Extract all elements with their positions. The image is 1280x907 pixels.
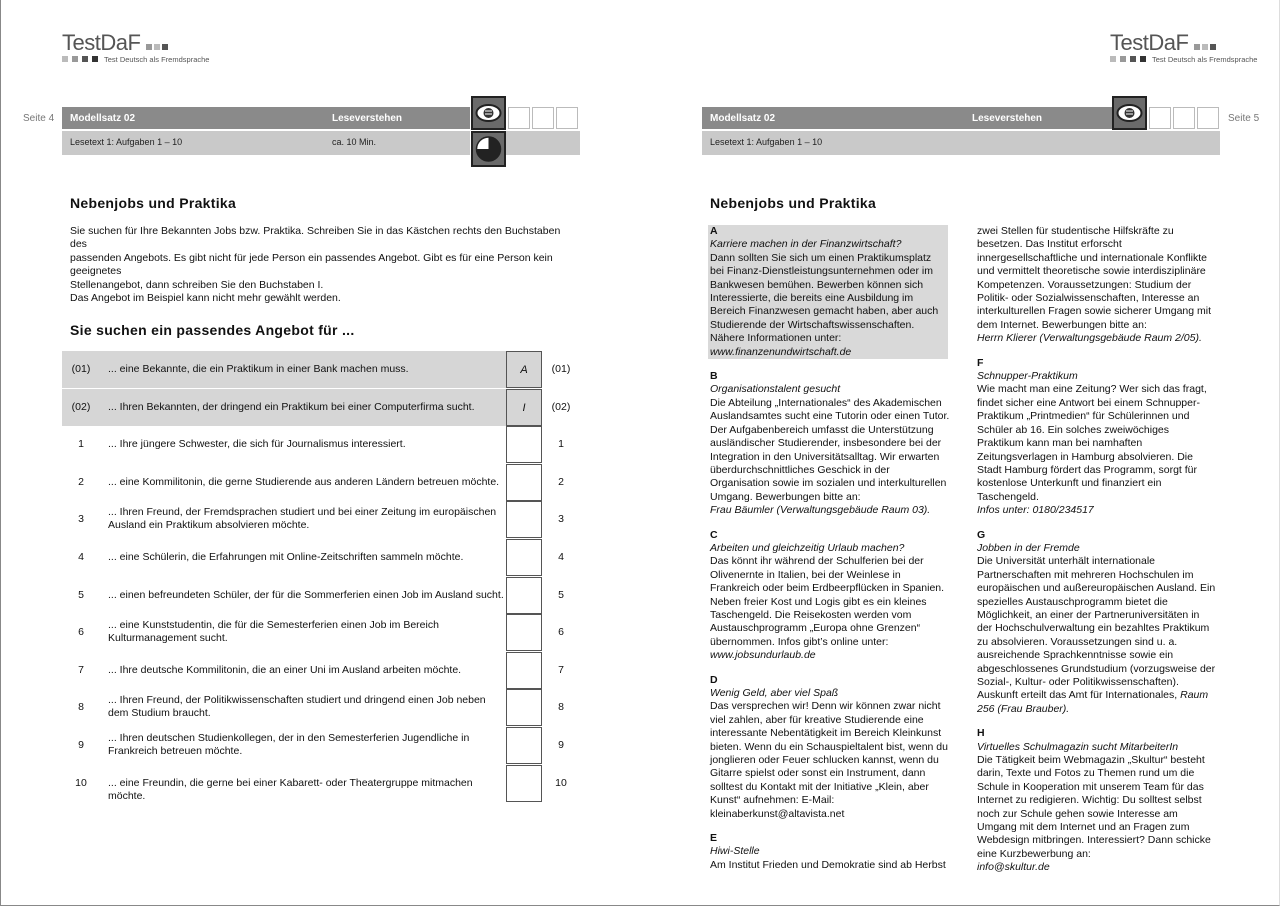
task-number: 1 — [78, 438, 84, 451]
page-number: Seite 5 — [1228, 113, 1260, 124]
ad-letter: C — [710, 528, 718, 541]
answer-box[interactable] — [506, 614, 542, 651]
subheader-bar-ext — [506, 131, 580, 155]
task-text: ... eine Bekannte, die ein Praktikum in einer Bank machen muss. — [108, 363, 409, 375]
ad-A — [708, 225, 948, 359]
task-number: 4 — [78, 551, 84, 563]
task-number: 6 — [78, 626, 84, 639]
task-row — [62, 765, 567, 802]
ad-headline: Schnupper-Praktikum — [977, 370, 1078, 383]
ad-headline: Arbeiten und gleichzeitig Urlaub machen? — [710, 541, 905, 554]
task-number: (02) — [71, 400, 91, 413]
task-number: 9 — [78, 739, 84, 751]
task-number: 7 — [78, 663, 84, 676]
instructions-line: passenden Angebots. Es gibt nicht für jede Person ein passendes Angebot. Gibt es für eine Person kein geeignetes — [70, 251, 553, 278]
page-number: Seite 4 — [23, 113, 55, 124]
logo-name: TestDaF — [62, 30, 141, 55]
speaking-icon — [1197, 107, 1219, 129]
task-text: ... Ihren deutschen Studienkollegen, der in den Semesterferien Jugendliche in Frankreich betreuen möchte. — [108, 732, 470, 757]
task-row — [62, 614, 564, 651]
instructions-line: Stellenangebot, dann schreiben Sie den Buchstaben I. — [70, 278, 324, 291]
ad-contact: info@skultur.de — [977, 861, 1050, 874]
ad-contact: www.jobsundurlaub.de — [710, 649, 816, 662]
task-number-right: 1 — [558, 438, 564, 451]
task-number-right: 7 — [558, 663, 564, 676]
task-number-right: 8 — [558, 701, 564, 714]
listening-icon — [508, 107, 530, 129]
clock-icon — [471, 131, 506, 167]
task-number: 5 — [78, 588, 84, 601]
answer-box: A — [506, 351, 542, 388]
ad-headline: Hiwi-Stelle — [710, 845, 760, 858]
logo-name: TestDaF — [1110, 30, 1189, 55]
answer-box[interactable] — [506, 652, 542, 689]
subheader-bar — [62, 131, 470, 155]
task-number-right: 4 — [558, 551, 564, 563]
task-row — [62, 652, 564, 689]
ad-headline: Virtuelles Schulmagazin sucht MitarbeiterIn — [977, 740, 1179, 753]
logo-left — [62, 30, 222, 70]
task-number-right: 5 — [558, 588, 564, 601]
ads-column-2 — [977, 225, 1217, 886]
task-number-right: (02) — [551, 400, 571, 413]
modellsatz-label: Modellsatz 02 — [70, 113, 136, 124]
ad-contact: Raum 256 (Frau Brauber). — [977, 689, 1209, 715]
task-row — [62, 727, 564, 764]
task-text: ... Ihren Freund, der Politikwissenschaften studiert und dringend einen Job neben dem Studium braucht. — [108, 694, 486, 720]
subheader-bar — [702, 131, 1220, 155]
section-label: Leseverstehen — [972, 113, 1043, 124]
logo-right — [1110, 30, 1270, 70]
ad-letter: E — [710, 832, 718, 845]
ad-body: Die Tätigkeit beim Webmagazin „Skultur“ besteht darin, Texte und Fotos zu Themen rund um die Schule in Kooperation mit unserem Team für das Internet zu redigieren. Wichtig: Du solltest selbst noch zur Schule gehen sowie Interesse am Umgang mit dem Internet und an Fragen zum Webdesign mitbringen. Interessiert? Dann schicke eine Kurzbewerbung an: — [977, 754, 1211, 860]
ad-contact: Infos unter: 0180/234517 — [977, 504, 1094, 517]
task-row — [62, 539, 564, 576]
task-number: 10 — [75, 776, 87, 789]
task-number-right: (01) — [551, 363, 571, 375]
section-label: Leseverstehen — [332, 113, 403, 124]
ad-headline: Jobben in der Fremde — [977, 541, 1080, 554]
ads-column-1 — [710, 225, 950, 883]
speaking-icon — [556, 107, 578, 129]
ad-body: Das versprechen wir! Denn wir können zwar nicht viel zahlen, aber für kreative Studierende eine interessante Nebentätigkeit im Bereich Kleinkunst bieten. Wenn du ein Schauspieltalent bist, wenn du jonglieren oder Feuer schlucken kannst, wenn du Gitarre spielst oder sonst ein Instrument, dann solltest du Kontakt mit der Initiative „Klein, aber Kunst“ aufnehmen: E-Mail: kleinaberkunst@altavista.net — [710, 700, 948, 820]
page-title: Nebenjobs und Praktika — [710, 195, 877, 211]
section-subtitle: Sie suchen ein passendes Angebot für ... — [70, 322, 355, 338]
task-row — [62, 464, 564, 501]
ad-letter: D — [710, 673, 718, 686]
task-text: ... eine Kommilitonin, die gerne Studierende aus anderen Ländern betreuen möchte. — [108, 475, 500, 488]
ad-G — [977, 529, 1217, 717]
ad-headline: Organisationstalent gesucht — [710, 383, 841, 396]
ad-body: Am Institut Frieden und Demokratie sind ab Herbst — [710, 858, 946, 871]
ad-letter: G — [977, 528, 986, 541]
task-number-right: 2 — [558, 475, 564, 488]
logo-subtitle: Test Deutsch als Fremdsprache — [104, 55, 210, 64]
task-label: Lesetext 1: Aufgaben 1 – 10 — [710, 137, 823, 147]
modellsatz-label: Modellsatz 02 — [710, 113, 776, 124]
task-text: ... eine Schülerin, die Erfahrungen mit Online-Zeitschriften sammeln möchte. — [108, 551, 464, 563]
ad-contact: www.finanzenundwirtschaft.de — [710, 345, 852, 358]
task-number: 3 — [78, 513, 84, 526]
answer-box[interactable] — [506, 426, 542, 463]
answer-box[interactable] — [506, 464, 542, 501]
task-text: ... einen befreundeten Schüler, der für die Sommerferien einen Job im Ausland sucht. — [108, 588, 504, 601]
ad-body: Die Universität unterhält internationale Partnerschaften mit mehreren Hochschulen im europäischen und außereuropäischen Ausland. Ein spezielles Austauschprogramm bietet die Möglichkeit, an einer der Partneruniversitäten in der Hochschulverwaltung ein bezahltes Praktikum zu absolvieren. Voraussetzungen sind u. a. ausreichende Sprachkenntnisse sowie ein abgeschlossenes Grundstudium (vorzugsweise der Sozial-, Kultur- oder Politikwissenschaften). Auskunft erteilt das Amt für Internationales, — [977, 555, 1216, 702]
writing-icon — [532, 107, 554, 129]
writing-icon — [1173, 107, 1195, 129]
page-title: Nebenjobs und Praktika — [70, 195, 237, 211]
task-number-right: 9 — [558, 739, 564, 751]
task-row — [62, 389, 571, 426]
header-bar — [702, 107, 1112, 129]
task-row — [62, 351, 571, 388]
ad-D — [710, 674, 950, 821]
task-label: Lesetext 1: Aufgaben 1 – 10 — [70, 137, 183, 147]
task-row — [62, 689, 564, 726]
ad-letter: F — [977, 356, 984, 369]
task-number-right: 10 — [555, 776, 567, 789]
time-label: ca. 10 Min. — [332, 137, 377, 147]
ad-headline: Karriere machen in der Finanzwirtschaft? — [710, 238, 902, 251]
task-text: ... Ihren Freund, der Fremdsprachen studiert und bei einer Zeitung im europäischen Ausland ein Praktikum absolvieren möchte. — [108, 506, 497, 532]
reading-eye-icon — [471, 96, 506, 130]
answer-box[interactable] — [506, 501, 542, 538]
ad-body: zwei Stellen für studentische Hilfskräfte zu besetzen. Das Institut erforscht innergesellschaftliche und internationale Konflikte und vermittelt theoretische sowie interdisziplinäre Kompetenzen. Voraussetzungen: Studium der Politik- oder Sozialwissenschaften, Interesse an interkulturellen Fragen sowie sicherer Umgang mit dem Internet. Bewerbungen bitte an: — [977, 225, 1212, 331]
task-text: ... Ihren Bekannten, der dringend ein Praktikum bei einer Computerfirma sucht. — [108, 400, 475, 413]
answer-box[interactable] — [506, 689, 542, 726]
instructions-line: Das Angebot im Beispiel kann nicht mehr gewählt werden. — [70, 292, 341, 305]
ad-B — [710, 370, 950, 517]
task-text: ... Ihre jüngere Schwester, die sich für Journalismus interessiert. — [108, 438, 406, 451]
listening-icon — [1149, 107, 1171, 129]
ad-F — [977, 357, 1217, 518]
task-number: 8 — [78, 701, 84, 714]
task-number: 2 — [78, 475, 84, 488]
ad-H — [977, 727, 1217, 874]
ad-letter: B — [710, 370, 718, 383]
task-row — [62, 501, 564, 538]
task-number: (01) — [71, 363, 91, 375]
ad-body: Wie macht man eine Zeitung? Wer sich das fragt, findet sicher eine Antwort bei einem Schnupper-Praktikum „Printmedien“ für Schülerinnen und Schüler ab 16. Ein solches zweiwöchiges Praktikum kann man bei namhaften Zeitungsverlagen in Hamburg absolvieren. Die Stadt Hamburg fördert das Programm, sorgt für kostenlose Unterkunft und finanziert ein Taschengeld. — [977, 383, 1207, 503]
answer-box[interactable] — [506, 577, 542, 614]
ad-letter: A — [710, 225, 718, 237]
task-row — [62, 577, 564, 614]
reading-eye-icon — [1112, 96, 1147, 130]
instructions — [70, 225, 570, 305]
ad-contact: Frau Bäumler (Verwaltungsgebäude Raum 03). — [710, 504, 931, 517]
ad-body: Das könnt ihr während der Schulferien bei der Olivenernte in Italien, bei der Weinlese in Frankreich oder beim Erdbeerpflücken in Spanien. Neben freier Kost und Logis gibt es ein kleines Taschengeld. Die Reisekosten werden vom Austauschprogramm „Europa ohne Grenzen“ übernommen. Infos gibt’s online unter: — [710, 555, 945, 648]
task-number-right: 3 — [558, 513, 564, 526]
task-text: ... eine Freundin, die gerne bei einer Kabarett- oder Theatergruppe mitmachen möchte. — [108, 776, 473, 802]
header-bar — [62, 107, 470, 129]
answer-box: I — [506, 389, 542, 426]
answer-box[interactable] — [506, 727, 542, 764]
ad-headline: Wenig Geld, aber viel Spaß — [710, 687, 839, 699]
ad-E — [710, 832, 950, 872]
task-text: ... eine Kunststudentin, die für die Semesterferien einen Job im Bereich Kulturmanagement sucht. — [108, 619, 439, 645]
answer-box[interactable] — [506, 765, 542, 802]
instructions-line: Sie suchen für Ihre Bekannten Jobs bzw. Praktika. Schreiben Sie in das Kästchen rechts den Buchstaben des — [70, 225, 561, 251]
ad-C — [710, 529, 950, 663]
answer-box[interactable] — [506, 539, 542, 576]
task-row — [62, 426, 564, 463]
ad-E-continued — [977, 225, 1217, 346]
ad-letter: H — [977, 727, 985, 740]
logo-subtitle: Test Deutsch als Fremdsprache — [1152, 55, 1258, 64]
ad-body: Die Abteilung „Internationales“ des Akademischen Auslandsamtes sucht eine Tutorin oder einen Tutor. Der Aufgabenbereich umfasst die Unterstützung ausländischer Studierender, insbesondere bei der Integration in den Universitätsalltag. Wir erwarten überdurchschnittliches Geschick in der Organisation sowie im sozialen und interkulturellen Umgang. Bewerbungen bitte an: — [710, 396, 950, 503]
task-text: ... Ihre deutsche Kommilitonin, die an einer Uni im Ausland arbeiten möchte. — [108, 663, 462, 676]
ad-body: Dann sollten Sie sich um einen Praktikumsplatz bei Finanz-Dienstleistungsunternehmen oder im Bankwesen bemühen. Bewerben können sich Interessierte, die bereits eine Ausbildung im Bereich Finanzwesen gemacht haben, aber auch Studierende der Wirtschaftswissenschaften. Nähere Informationen unter: — [710, 251, 939, 345]
task-number-right: 6 — [558, 626, 564, 639]
ad-contact: Herrn Klierer (Verwaltungsgebäude Raum 2/05). — [977, 332, 1202, 345]
